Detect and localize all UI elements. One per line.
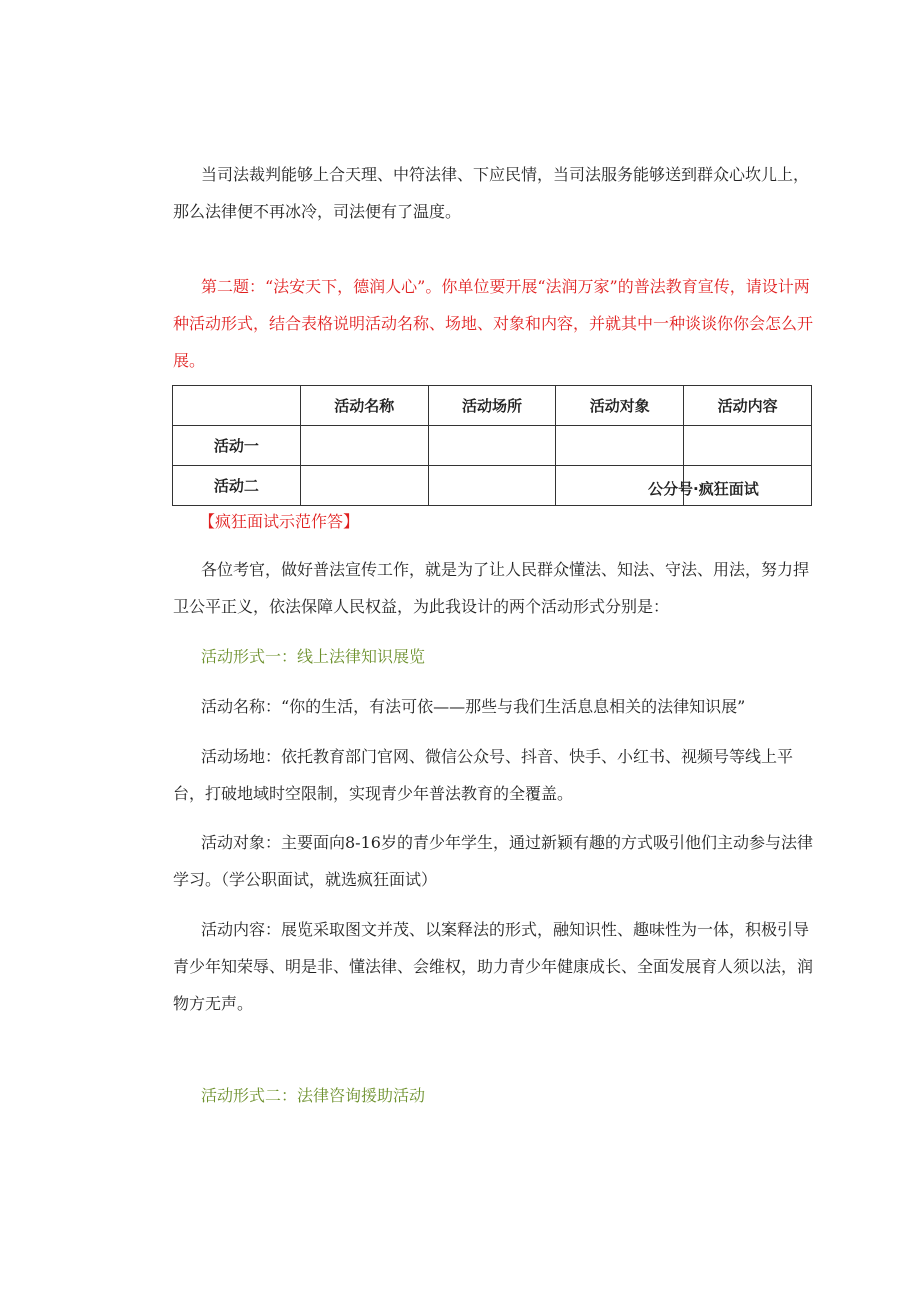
table-header-cell: 活动内容	[684, 386, 812, 426]
form1-target: 活动对象：主要面向8-16岁的青少年学生，通过新颖有趣的方式吸引他们主动参与法律学习。（学公职面试，就选疯狂面试）	[173, 833, 813, 889]
table-header-row	[173, 386, 812, 426]
table-cell	[684, 426, 812, 466]
table-cell	[300, 466, 428, 506]
table-row-label: 活动一	[173, 426, 301, 466]
table-cell	[556, 426, 684, 466]
form1-content: 活动内容：展览采取图文并茂、以案释法的形式，融知识性、趣味性为一体，积极引导青少年知荣辱、明是非、懂法律、会维权，助力青少年健康成长、全面发展育人须以法，润物方无声。	[173, 920, 814, 1013]
form1-venue: 活动场地：依托教育部门官网、微信公众号、抖音、快手、小红书、视频号等线上平台，打破地域时空限制，实现青少年普法教育的全覆盖。	[173, 747, 794, 803]
table-header-cell: 活动对象	[556, 386, 684, 426]
table-row-label: 活动二	[173, 466, 301, 506]
opening-paragraph: 各位考官，做好普法宣传工作，就是为了让人民群众懂法、知法、守法、用法，努力捍卫公平正义，依法保障人民权益，为此我设计的两个活动形式分别是：	[173, 560, 810, 616]
form1-title: 活动形式一：线上法律知识展览	[201, 647, 426, 666]
table-row	[173, 426, 812, 466]
intro-paragraph: 当司法裁判能够上合天理、中符法律、下应民情，当司法服务能够送到群众心坎儿上，那么法律便不再冰冷，司法便有了温度。	[173, 165, 810, 221]
table-header-cell	[173, 386, 301, 426]
question-paragraph: 第二题：“法安天下，德润人心”。你单位要开展“法润万家”的普法教育宣传，请设计两种活动形式，结合表格说明活动名称、场地、对象和内容，并就其中一种谈谈你你会怎么开展。	[173, 277, 814, 370]
table-header-cell: 活动场所	[428, 386, 556, 426]
watermark-text: 公分号·疯狂面试	[648, 480, 759, 498]
table-cell	[300, 426, 428, 466]
answer-heading: 【疯狂面试示范作答】	[199, 512, 360, 531]
table-header-cell: 活动名称	[300, 386, 428, 426]
form1-name: 活动名称：“你的生活，有法可依——那些与我们生活息息相关的法律知识展”	[201, 697, 746, 716]
table-cell	[428, 466, 556, 506]
table-cell	[428, 426, 556, 466]
form2-title: 活动形式二：法律咨询援助活动	[201, 1086, 426, 1105]
